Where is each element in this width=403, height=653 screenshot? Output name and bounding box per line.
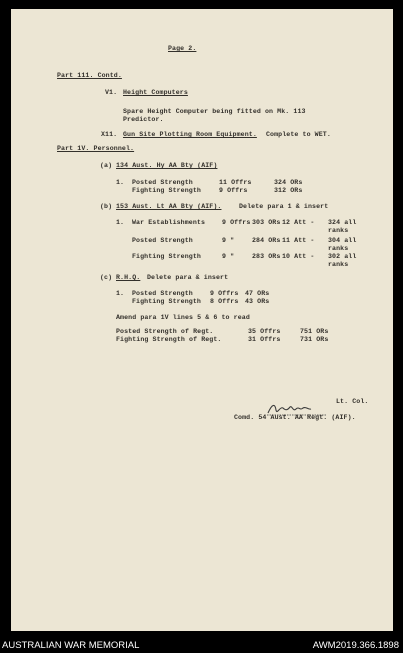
regt-fighting-label: Fighting Strength of Regt.	[116, 336, 222, 343]
regt-posted-offrs: 35 Offrs	[248, 328, 281, 335]
regt-posted-label: Posted Strength of Regt.	[116, 328, 214, 335]
section-a-label: (a)	[100, 162, 113, 169]
section-c-label: (c)	[100, 274, 113, 281]
amend-text: Amend para 1V lines 5 & 6 to read	[116, 314, 250, 321]
part3-heading: Part 111. Contd.	[57, 72, 122, 79]
page-title: Page 2.	[168, 45, 197, 52]
section-a-title: 134 Aust. Hy AA Bty (AIF)	[116, 162, 218, 169]
section-b-row2-label: Posted Strength	[132, 237, 193, 244]
section-c-row2-offrs: 8 Offrs	[210, 298, 239, 305]
item6-title: Height Computers	[123, 89, 188, 96]
section-c-row1-ors: 47 ORs	[245, 290, 270, 297]
section-b-row3-ors: 283 ORs	[252, 253, 281, 260]
signature-rank: Lt. Col.	[336, 398, 369, 405]
section-b-title: 153 Aust. Lt AA Bty (AIF).	[116, 203, 222, 210]
regt-fighting-ors: 731 ORs	[300, 336, 329, 343]
signature-title: Comd. 54 Aust. AA Regt. (AIF).	[234, 414, 356, 421]
section-b-row2-offrs: 9 "	[222, 237, 235, 244]
section-b-row2-total: 304 all	[328, 237, 357, 244]
item12-body: Complete to WET.	[266, 131, 331, 138]
section-b-row1-ors: 303 ORs	[252, 219, 281, 226]
section-b-row3-offrs: 9 "	[222, 253, 235, 260]
section-c-row1-num: 1.	[116, 290, 125, 297]
footer-institution: AUSTRALIAN WAR MEMORIAL	[2, 640, 140, 651]
section-a-row1-offrs: 11 Offrs	[219, 179, 252, 186]
section-b-row1-total: 324 all	[328, 219, 357, 226]
section-b-row2-ors: 284 ORs	[252, 237, 281, 244]
part4-heading: Part 1V. Personnel.	[57, 145, 135, 152]
section-b-row1-offrs: 9 Offrs	[222, 219, 251, 226]
section-a-row2-ors: 312 ORs	[274, 187, 303, 194]
section-b-row2-total-ranks: ranks	[328, 245, 349, 252]
section-c-row1-offrs: 9 Offrs	[210, 290, 239, 297]
footer-accession-number: AWM2019.366.1898	[312, 640, 399, 651]
section-a-row1-num: 1.	[116, 179, 125, 186]
section-b-row1-total-ranks: ranks	[328, 227, 349, 234]
section-b-title-rest: Delete para 1 & insert	[239, 203, 329, 210]
section-b-row3-label: Fighting Strength	[132, 253, 201, 260]
section-b-row1-label: War Establishments	[132, 219, 206, 226]
regt-fighting-offrs: 31 Offrs	[248, 336, 281, 343]
item6-label: V1.	[105, 89, 118, 96]
section-a-row1-label: Posted Strength	[132, 179, 193, 186]
section-b-row2-att: 11 Att -	[282, 237, 315, 244]
section-c-title: R.H.Q.	[116, 274, 141, 281]
document-page	[11, 9, 393, 631]
section-c-row2-ors: 43 ORs	[245, 298, 270, 305]
section-b-row1-num: 1.	[116, 219, 125, 226]
regt-posted-ors: 751 ORs	[300, 328, 329, 335]
section-c-row1-label: Posted Strength	[132, 290, 193, 297]
section-b-row3-total-ranks: ranks	[328, 261, 349, 268]
item6-body-line2: Predictor.	[123, 116, 164, 123]
section-c-title-rest: Delete para & insert	[147, 274, 229, 281]
section-c-row2-label: Fighting Strength	[132, 298, 201, 305]
section-a-row2-offrs: 9 Offrs	[219, 187, 248, 194]
section-b-row3-total: 302 all	[328, 253, 357, 260]
section-a-row1-ors: 324 ORs	[274, 179, 303, 186]
section-b-label: (b)	[100, 203, 113, 210]
item6-body-line1: Spare Height Computer being fitted on Mk. 113	[123, 108, 306, 115]
section-b-row1-att: 12 Att -	[282, 219, 315, 226]
item12-label: X11.	[101, 131, 118, 138]
footer-bar	[0, 637, 403, 653]
section-a-row2-label: Fighting Strength	[132, 187, 201, 194]
item12-title: Gun Site Plotting Room Equipment.	[123, 131, 257, 138]
section-b-row3-att: 10 Att -	[282, 253, 315, 260]
